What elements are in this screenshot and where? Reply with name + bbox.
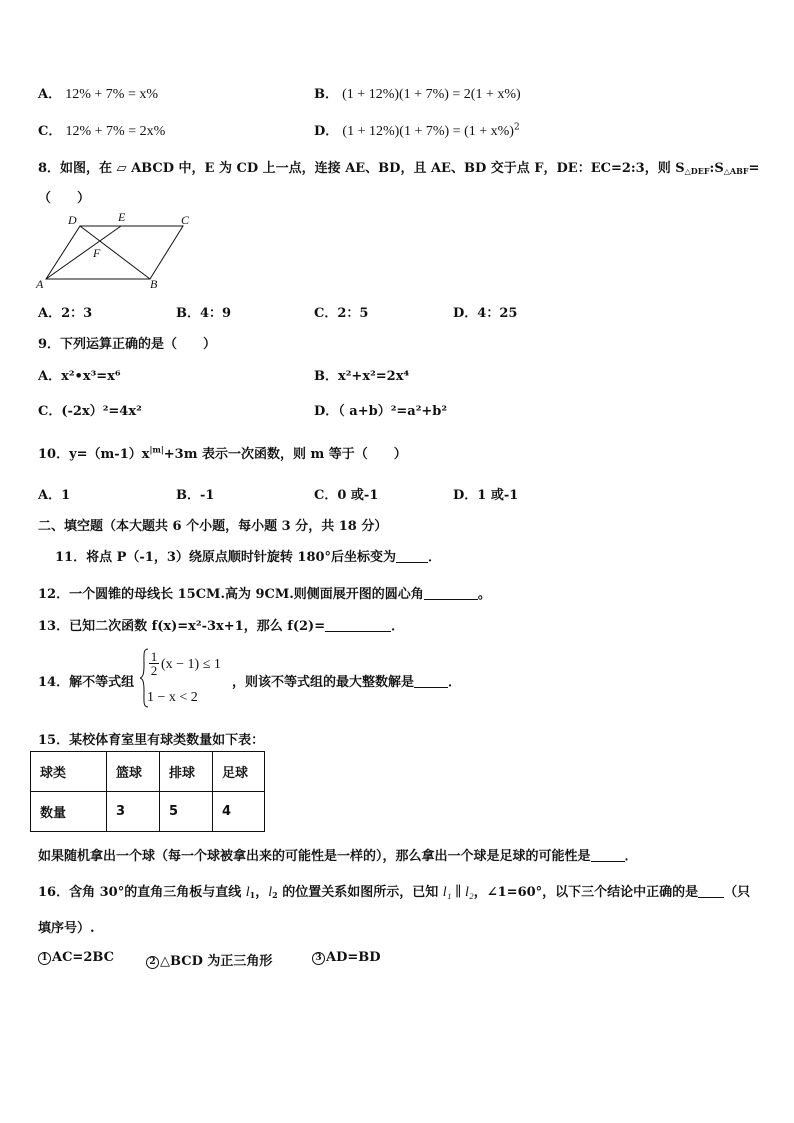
label-c: C [181, 213, 190, 227]
q7-option-c: C． 12% + 7% = 2x% [38, 124, 166, 139]
circled-number-icon: 1 [38, 952, 51, 965]
table-row [31, 792, 265, 832]
circled-number-icon: 2 [146, 956, 159, 969]
q13: 13．已知二次函数 f(x)=x²-3x+1，那么 f(2)= ． [38, 619, 405, 634]
q8-option-a: A．2：3 [38, 306, 93, 321]
label-e: E [118, 210, 126, 224]
q8-stem: 8．如图，在 ▱ ABCD 中，E 为 CD 上一点，连接 AE、BD，且 AE、BD 交于点 F，DE：EC=2:3，则 $S_{\triangle DEF}:S_{\triangle ABF}=$ [38, 161, 760, 176]
q16-item-1: 1 AC=2BC [38, 950, 114, 965]
segment-ae [46, 226, 121, 279]
label-a: A [36, 277, 44, 290]
q9-option-a: A．x²•x³=x⁶ [38, 369, 121, 384]
table-cell: 篮球 [107, 752, 160, 792]
q8-option-d: D．4：25 [453, 306, 518, 321]
q16-line2: 填序号）. [38, 921, 95, 936]
inequality-1: (x − 1) ≤ 1 [161, 657, 221, 672]
answer-blank [698, 885, 724, 898]
inequality-2: 1 − x < 2 [147, 690, 198, 705]
q12: 12．一个圆锥的母线长 15CM.高为 9CM.则侧面展开图的圆心角 。 [38, 587, 491, 602]
q10-option-a: A．1 [38, 488, 71, 503]
label-d: D [68, 213, 77, 227]
fraction-half: 1 2 [150, 649, 158, 678]
q9-option-c: C．(-2x）²=4x² [38, 404, 142, 419]
q10-option-c: C．0 或-1 [314, 488, 379, 503]
section-title: 二、填空题（本大题共 6 个小题，每小题 3 分，共 18 分） [38, 519, 388, 534]
q11: 11．将点 P（-1，3）绕原点顺时针旋转 180°后坐标变为 ． [55, 550, 442, 565]
q7-option-b: B． (1 + 12%)(1 + 7%) = 2(1 + x%) [314, 87, 521, 102]
q8-answer-paren: （ ） [38, 191, 91, 206]
q10-option-b: B．-1 [176, 488, 215, 503]
q9-option-d: D．（ a+b）²=a²+b² [314, 404, 448, 419]
q8-option-c: C．2：5 [314, 306, 369, 321]
table-cell: 足球 [213, 752, 265, 792]
q10-option-d: D．1 或-1 [453, 488, 519, 503]
table-cell: 数量 [31, 792, 107, 832]
answer-blank [591, 849, 625, 862]
q9-option-b: B．x²+x²=2x⁴ [314, 369, 410, 384]
q15-question: 如果随机拿出一个球（每一个球被拿出来的可能性是一样的），那么拿出一个球是足球的可能性是 ． [38, 849, 638, 864]
q16-line1: 16．含角 30°的直角三角板与直线 $l_1$，$l_2$ 的位置关系如图所示，已知 l₁ ∥ l₂，∠1=60°，以下三个结论中正确的是 （只 [38, 885, 751, 900]
answer-blank [325, 619, 391, 632]
answer-blank [424, 587, 478, 600]
table-row [31, 752, 265, 792]
q14-prefix: 14．解不等式组 [38, 675, 135, 690]
segment-bd [80, 226, 150, 279]
answer-blank [414, 675, 448, 688]
table-cell: 3 [107, 792, 160, 832]
parallelogram-figure [30, 210, 210, 290]
ball-count-table [30, 751, 265, 832]
q16-item-2: 2 △BCD 为正三角形 [146, 950, 272, 969]
circled-number-icon: 3 [312, 952, 325, 965]
answer-blank [396, 550, 428, 563]
q10-stem: 10．$y=(m-1)x^{|m|}+3m$ 表示一次函数，则 m 等于（ ） [38, 444, 407, 462]
label-f: F [93, 246, 101, 260]
q16-item-3: 3 AD=BD [312, 950, 381, 965]
table-cell: 5 [160, 792, 213, 832]
q7-option-d: D． $(1 + 12\%)(1 + 7\%) = (1 + x\%)^2$ [314, 122, 520, 139]
table-cell: 4 [213, 792, 265, 832]
q9-stem: 9．下列运算正确的是（ ） [38, 337, 217, 352]
q14-suffix: ，则该不等式组的最大整数解是 ． [232, 675, 462, 690]
q15-stem: 15．某校体育室里有球类数量如下表： [38, 733, 265, 748]
table-cell: 排球 [160, 752, 213, 792]
q7-option-a: A． 12% + 7% = x% [38, 87, 159, 102]
label-b: B [150, 277, 158, 290]
table-cell: 球类 [31, 752, 107, 792]
q8-option-b: B．4：9 [176, 306, 232, 321]
